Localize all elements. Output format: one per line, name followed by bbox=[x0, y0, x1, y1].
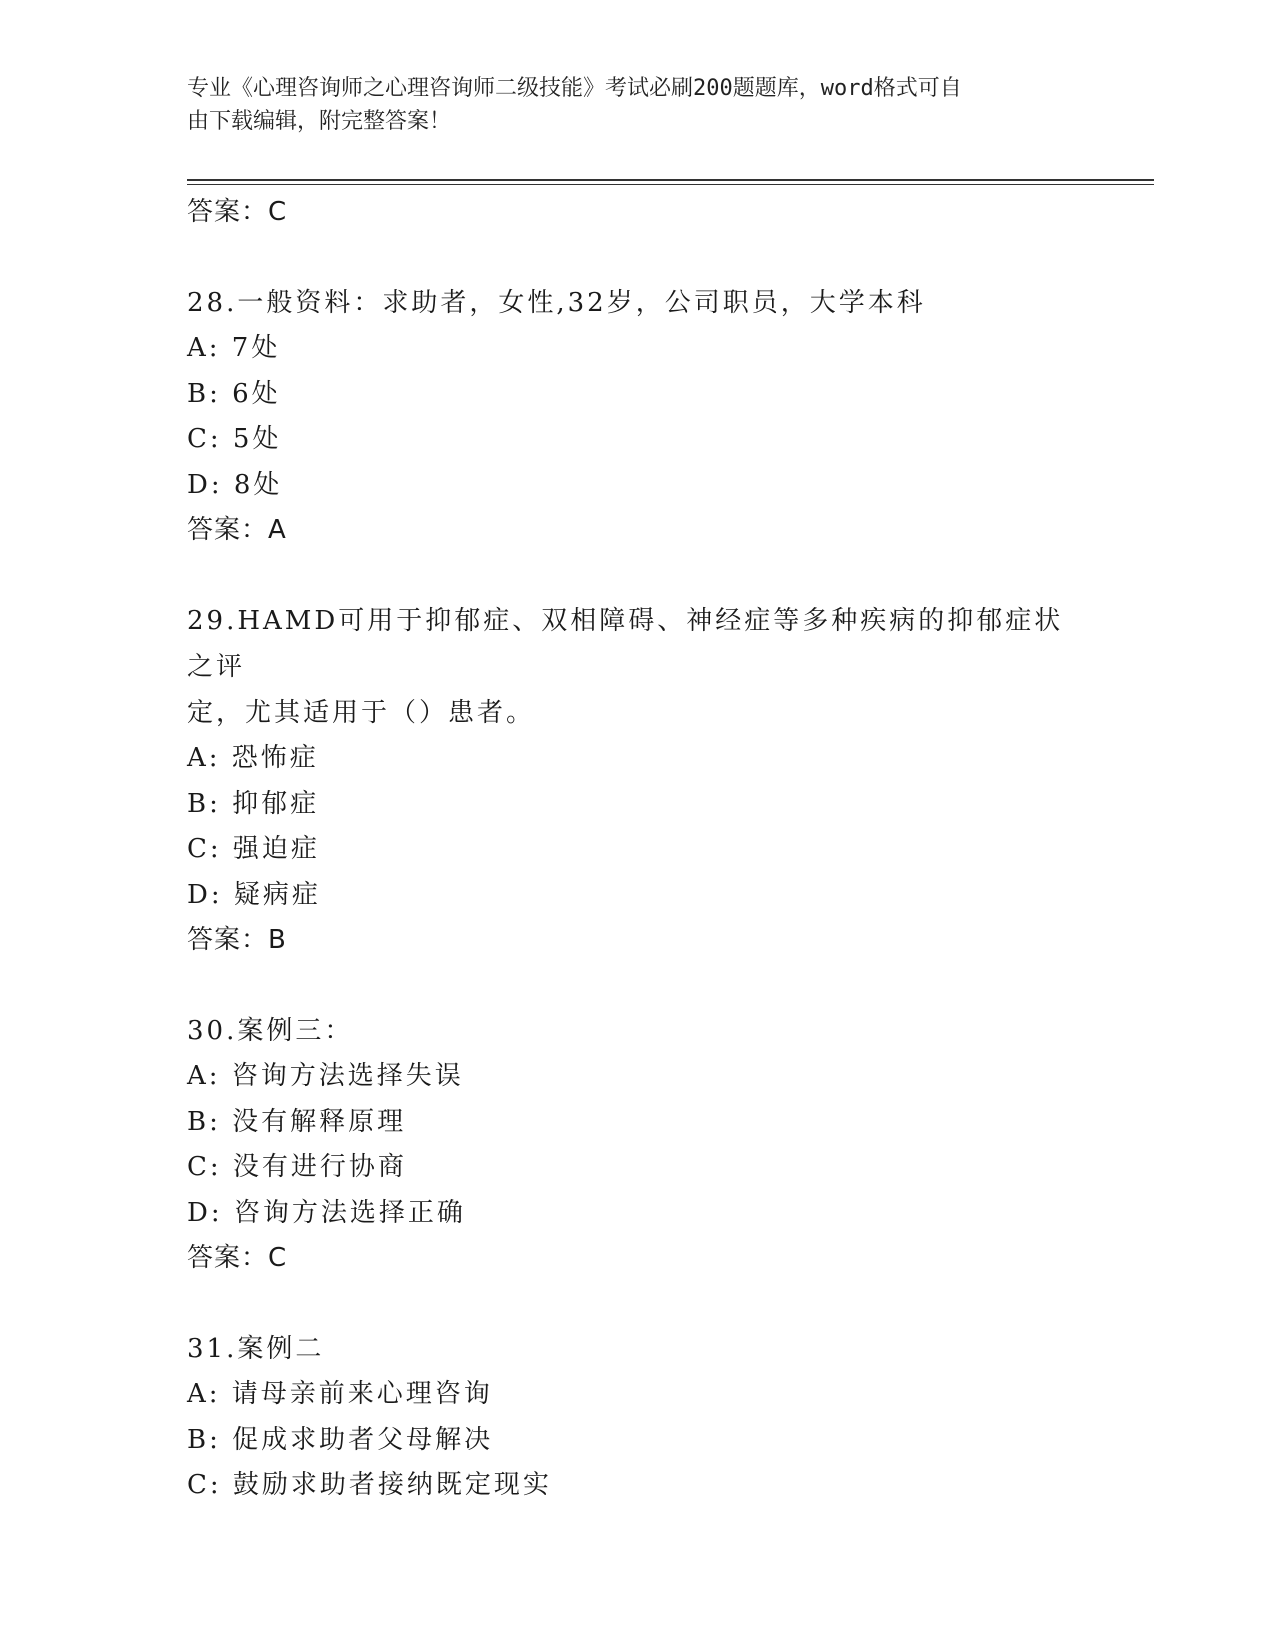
question-stem: 30.案例三： bbox=[187, 1016, 354, 1046]
option-a: A: 7处 bbox=[187, 333, 281, 363]
document-header bbox=[187, 72, 1067, 138]
option-c: C: 鼓励求助者接纳既定现实 bbox=[187, 1470, 552, 1500]
option-b: B: 抑郁症 bbox=[187, 788, 320, 819]
answer-line: 答案：C bbox=[187, 1243, 288, 1273]
option-b: B: 促成求助者父母解决 bbox=[187, 1424, 494, 1455]
option-a: A: 恐怖症 bbox=[187, 743, 319, 773]
question-29 bbox=[187, 598, 1087, 964]
question-stem-continued: 定，尤其适用于（）患者。 bbox=[187, 698, 536, 728]
option-d: D: 8处 bbox=[187, 469, 283, 500]
question-stem: 31.案例二 bbox=[187, 1334, 325, 1364]
option-b: B: 没有解释原理 bbox=[187, 1106, 407, 1137]
option-d: D: 疑病症 bbox=[187, 879, 321, 910]
question-stem: 29.HAMD可用于抑郁症、双相障碍、神经症等多种疾病的抑郁症状之评 bbox=[187, 606, 1064, 682]
question-stem: 28.一般资料：求助者，女性,32岁，公司职员，大学本科 bbox=[187, 288, 926, 318]
option-c: C: 强迫症 bbox=[187, 834, 320, 864]
question-31 bbox=[187, 1326, 1087, 1509]
option-a: A: 请母亲前来心理咨询 bbox=[187, 1379, 493, 1409]
option-d: D: 咨询方法选择正确 bbox=[187, 1197, 466, 1228]
header-rule-thin bbox=[187, 184, 1154, 185]
option-b: B: 6处 bbox=[187, 378, 281, 409]
document-body bbox=[187, 190, 1087, 1509]
answer-line: 答案：B bbox=[187, 925, 287, 955]
header-line-1: 专业《心理咨询师之心理咨询师二级技能》考试必刷200题题库，word格式可自 bbox=[187, 76, 962, 101]
answer-line: 答案：A bbox=[187, 515, 287, 545]
option-c: C: 没有进行协商 bbox=[187, 1152, 407, 1182]
header-rule-thick bbox=[187, 179, 1154, 181]
option-c: C: 5处 bbox=[187, 424, 282, 454]
answer-line: 答案：C bbox=[187, 197, 288, 227]
question-30 bbox=[187, 1008, 1087, 1282]
header-line-2: 由下载编辑，附完整答案！ bbox=[187, 109, 452, 134]
option-a: A: 咨询方法选择失误 bbox=[187, 1061, 464, 1091]
question-28 bbox=[187, 280, 1087, 554]
